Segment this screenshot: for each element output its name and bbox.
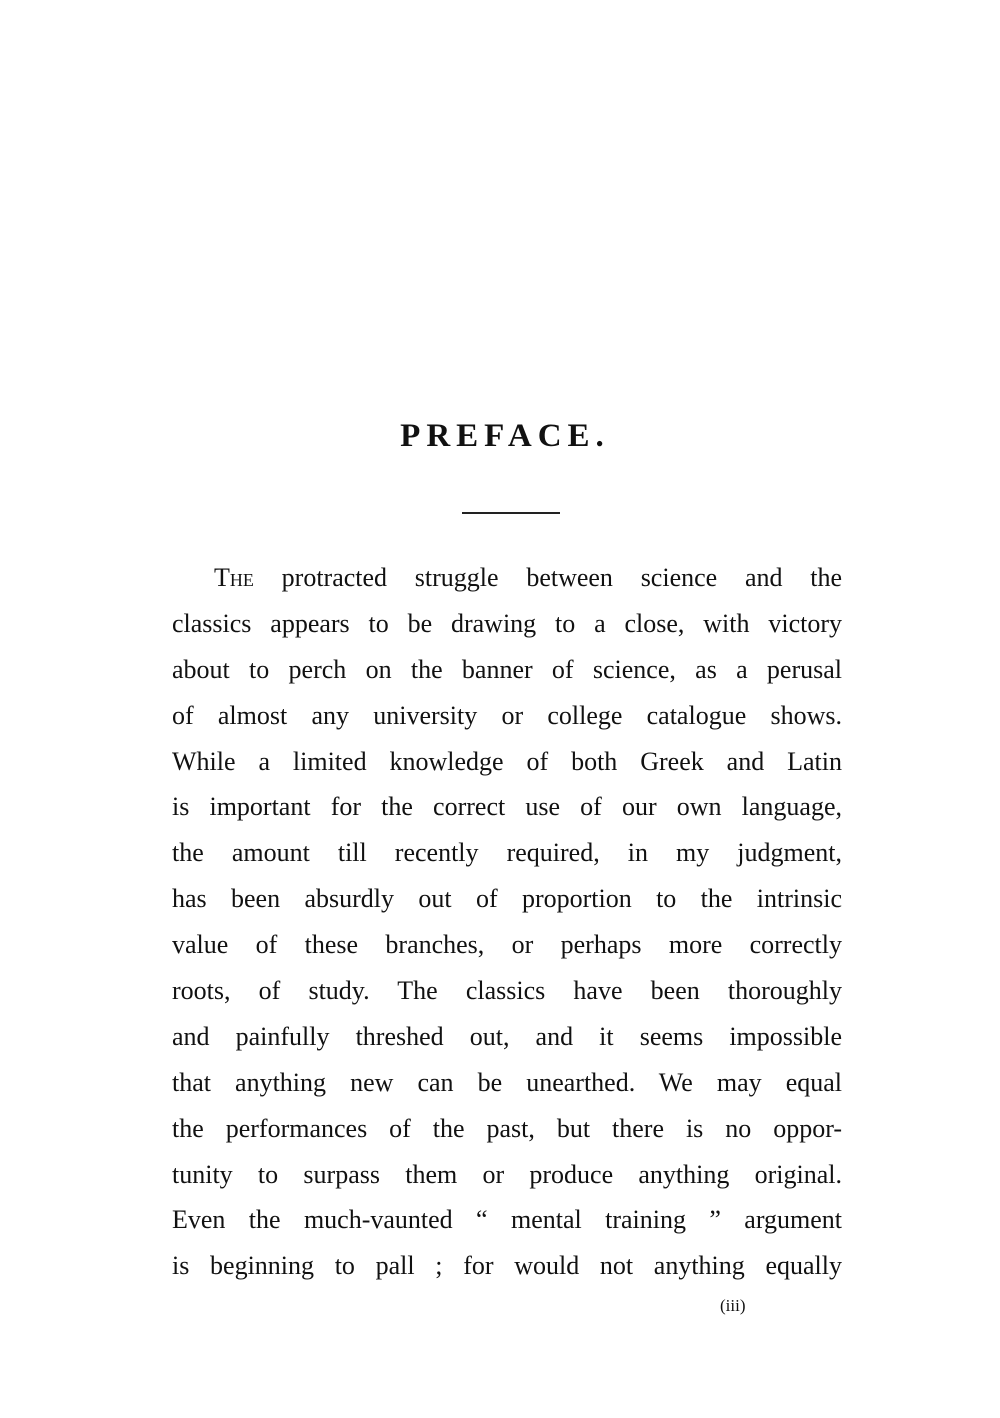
text-line (172, 1248, 842, 1294)
text-line-content: that anything new can be unearthed. We may equal (172, 1067, 842, 1097)
text-line (172, 1157, 842, 1203)
text-line-content: and painfully threshed out, and it seems impossible (172, 1021, 842, 1051)
text-line-content: roots, of study. The classics have been thoroughly (172, 976, 842, 1006)
page-number: (iii) (720, 1296, 746, 1315)
preface-text (172, 560, 842, 1294)
text-line-content: Even the much-vaunted “ mental training ” argument (172, 1205, 842, 1235)
text-line-content: value of these branches, or perhaps more correctly (172, 930, 842, 960)
text-line-content: While a limited knowledge of both Greek and Latin (172, 746, 842, 776)
text-line (172, 744, 842, 790)
text-line-content: is beginning to pall ; for would not anything equally (172, 1251, 842, 1281)
text-line-content: has been absurdly out of proportion to the intrinsic (172, 884, 842, 914)
text-line (172, 606, 842, 652)
text-line-content: of almost any university or college catalogue shows. (172, 700, 842, 730)
text-line (172, 1019, 842, 1065)
page-title: PREFACE. (400, 418, 610, 454)
text-line (172, 881, 842, 927)
text-line (172, 1111, 842, 1157)
text-line (172, 835, 842, 881)
text-line (172, 789, 842, 835)
text-line (172, 652, 842, 698)
first-line-rest: protracted struggle between science and the (281, 563, 843, 592)
text-line-content: classics appears to be drawing to a close, with victory (172, 608, 842, 638)
text-line-content: the amount till recently required, in my judgment, (172, 838, 842, 868)
text-line (172, 927, 842, 973)
text-line-content: is important for the correct use of our own language, (172, 792, 842, 822)
first-word: The (214, 563, 254, 592)
text-line (172, 1202, 842, 1248)
text-line (172, 973, 842, 1019)
text-line (172, 560, 842, 606)
text-line (172, 1065, 842, 1111)
text-line (172, 698, 842, 744)
text-line-content: about to perch on the banner of science, as a perusal (172, 654, 842, 684)
text-line-content: the performances of the past, but there is no oppor- (172, 1113, 842, 1143)
text-line-content: tunity to surpass them or produce anything original. (172, 1159, 842, 1189)
title-rule (462, 512, 560, 514)
